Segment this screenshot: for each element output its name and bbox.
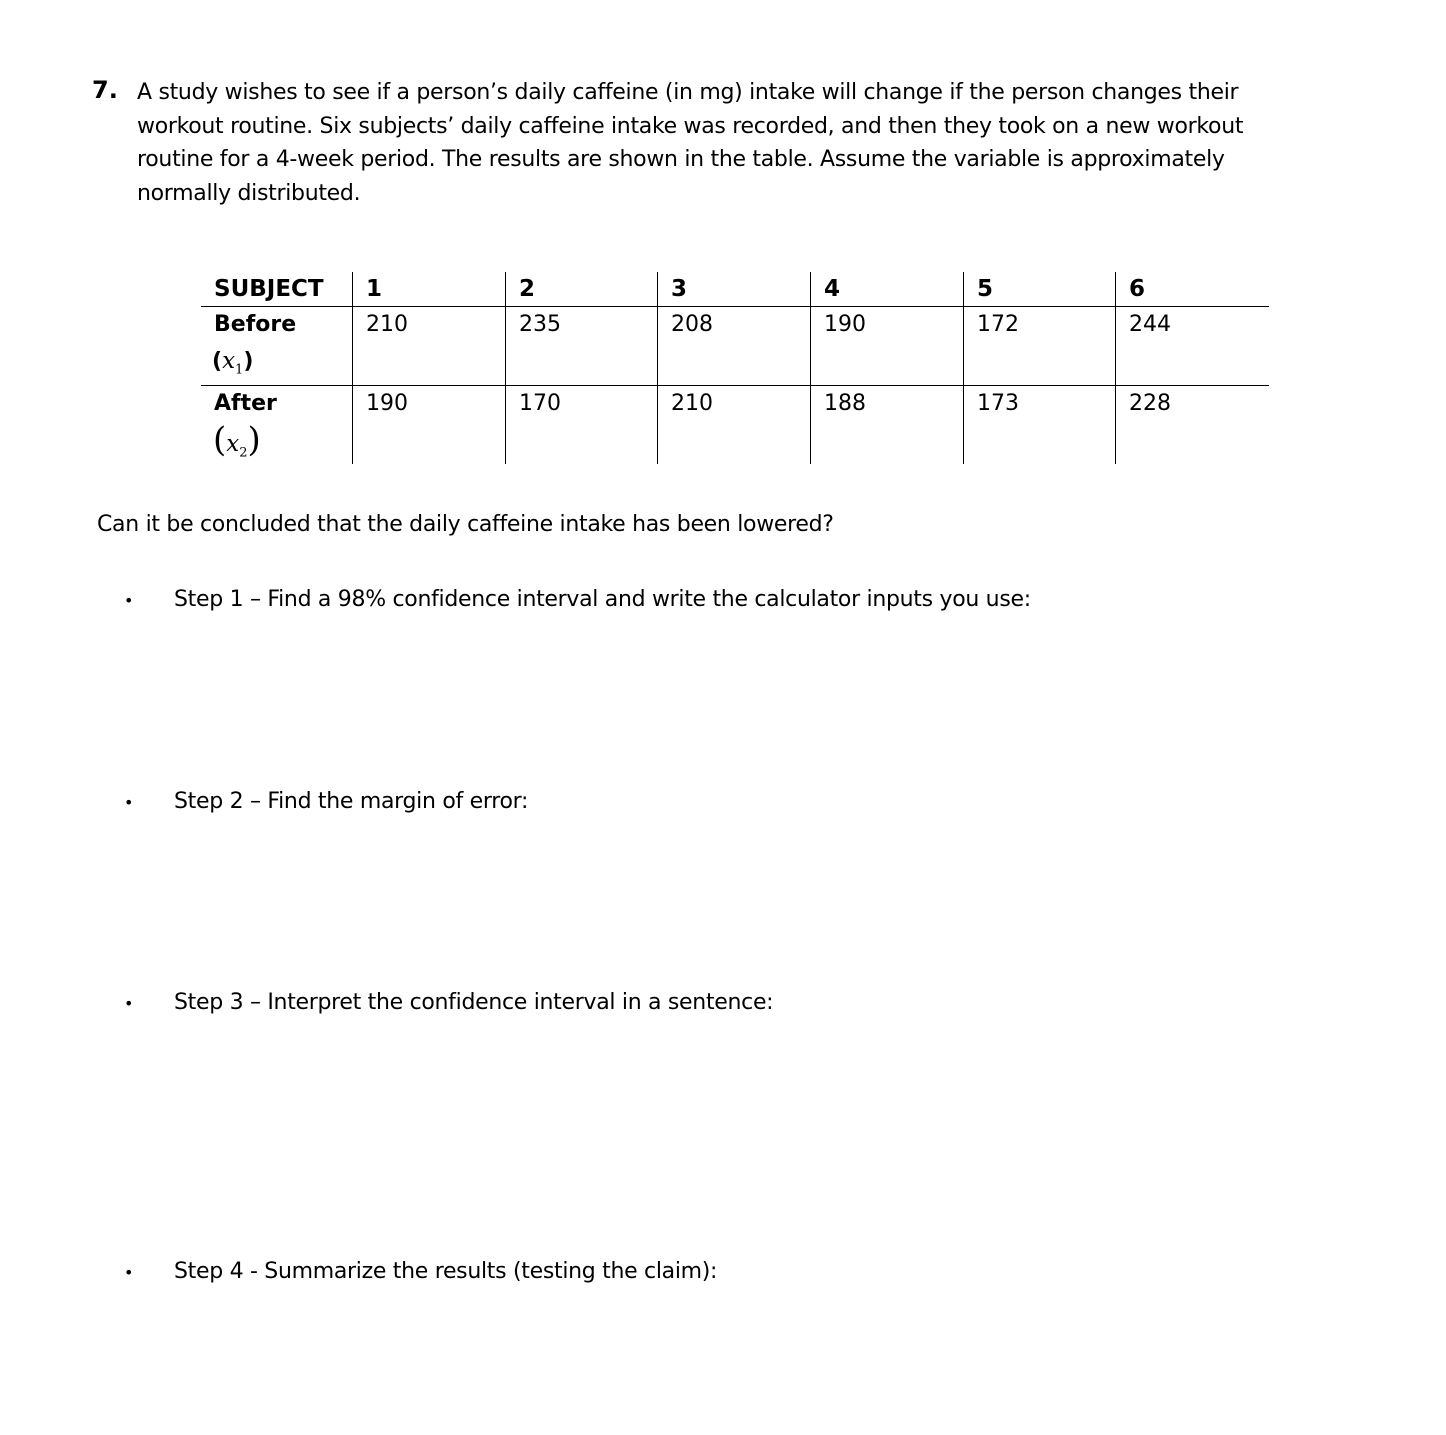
table-cell: 210 — [671, 391, 713, 416]
paren-close: ) — [247, 420, 261, 460]
table-cell: 173 — [977, 391, 1019, 416]
table-divider — [201, 385, 1269, 386]
row-variable-after — [213, 420, 261, 461]
step-text: Step 2 – Find the margin of error: — [174, 789, 529, 814]
paren-open: ( — [213, 420, 227, 460]
table-cell: 188 — [824, 391, 866, 416]
problem-line: normally distributed. — [137, 180, 361, 206]
table-divider — [505, 272, 506, 464]
table-cell: 244 — [1129, 312, 1171, 337]
table-cell: 210 — [366, 312, 408, 337]
table-divider — [657, 272, 658, 464]
bullet-icon: • — [124, 792, 134, 812]
table-header-cell: 3 — [671, 276, 688, 302]
step-text: Step 4 - Summarize the results (testing the claim): — [174, 1259, 718, 1284]
table-header-cell: 6 — [1129, 276, 1146, 302]
problem-line: A study wishes to see if a person’s daily caffeine (in mg) intake will change if the person changes their — [137, 80, 1239, 105]
table-cell: 190 — [824, 312, 866, 337]
table-cell: 190 — [366, 391, 408, 416]
bullet-icon: • — [124, 1262, 134, 1282]
row-label-after: After — [214, 391, 277, 416]
table-cell: 228 — [1129, 391, 1171, 416]
table-divider — [352, 272, 353, 464]
variable-symbol — [222, 348, 244, 378]
variable-symbol — [226, 431, 248, 461]
table-divider — [1115, 272, 1116, 464]
paren-open: ( — [212, 349, 223, 374]
step-2 — [120, 789, 528, 814]
step-3 — [120, 990, 773, 1015]
paren-close: ) — [243, 349, 254, 374]
row-variable-before — [212, 348, 253, 378]
problem-line: workout routine. Six subjects’ daily caffeine intake was recorded, and then they took on a new workout — [137, 113, 1244, 139]
step-text: Step 3 – Interpret the confidence interval in a sentence: — [174, 990, 774, 1015]
row-label-before: Before — [214, 312, 297, 337]
table-header-cell: 2 — [519, 276, 536, 302]
table-divider — [963, 272, 964, 464]
variable-letter: x — [222, 348, 236, 374]
table-header-cell: 5 — [977, 276, 994, 302]
table-cell: 235 — [519, 312, 561, 337]
caffeine-table — [201, 272, 1269, 464]
table-header-cell: 1 — [366, 276, 383, 302]
problem-text — [137, 76, 1327, 210]
problem-line: routine for a 4-week period. The results are shown in the table. Assume the variable is approximately — [137, 147, 1225, 172]
table-header-cell: 4 — [824, 276, 841, 302]
step-4 — [120, 1259, 717, 1284]
problem-number: 7. — [92, 76, 118, 104]
variable-subscript: 2 — [239, 445, 248, 461]
table-divider — [201, 306, 1269, 307]
table-cell: 172 — [977, 312, 1019, 337]
table-divider — [810, 272, 811, 464]
table-cell: 208 — [671, 312, 713, 337]
bullet-icon: • — [124, 993, 134, 1013]
table-header-subject: SUBJECT — [214, 276, 324, 302]
question-text: Can it be concluded that the daily caffeine intake has been lowered? — [97, 512, 834, 537]
variable-subscript: 1 — [235, 362, 244, 378]
bullet-icon: • — [124, 590, 134, 610]
step-1 — [120, 587, 1031, 612]
step-text: Step 1 – Find a 98% confidence interval and write the calculator inputs you use: — [174, 587, 1031, 612]
table-cell: 170 — [519, 391, 561, 416]
variable-letter: x — [226, 431, 240, 457]
